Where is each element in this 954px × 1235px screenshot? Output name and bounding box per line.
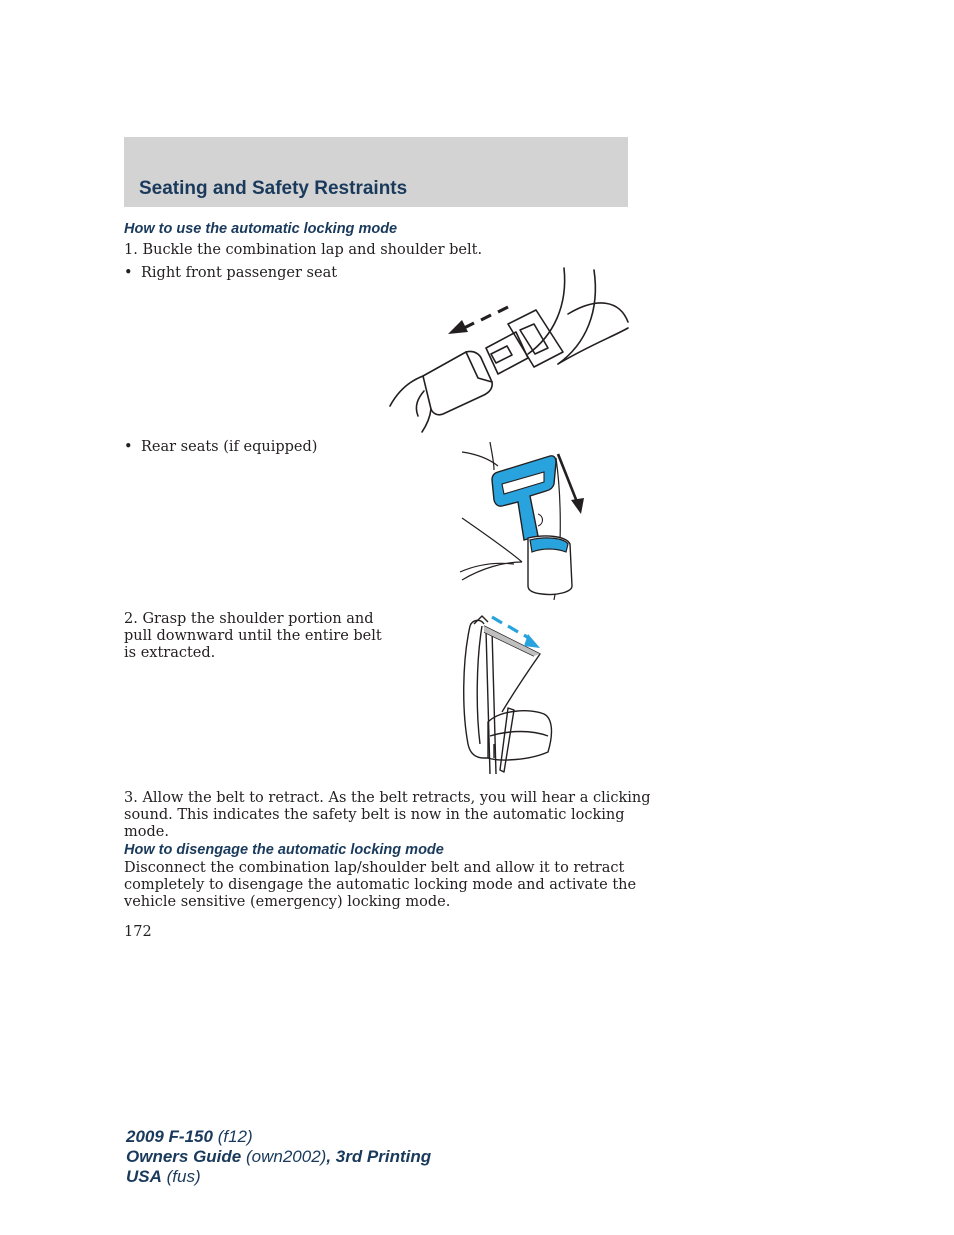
step-1-text: 1. Buckle the combination lap and shoulder belt.: [124, 242, 483, 258]
footer-line-region: [126, 1167, 431, 1187]
heading-use-automatic-locking: How to use the automatic locking mode: [124, 221, 398, 237]
heading-disengage-automatic-locking: How to disengage the automatic locking mode: [124, 842, 444, 858]
disengage-line: completely to disengage the automatic locking mode and activate the: [124, 877, 637, 893]
disengage-text: [124, 860, 636, 911]
page-number: 172: [124, 924, 152, 940]
bullet-icon: •: [124, 439, 133, 455]
bullet-label: Rear seats (if equipped): [141, 439, 318, 455]
bullet-label: Right front passenger seat: [141, 265, 338, 281]
document-footer: [126, 1127, 431, 1187]
footer-guide-code: (own2002): [245, 1147, 327, 1166]
bullet-item-rear: [124, 439, 317, 456]
step-3-line: 3. Allow the belt to retract. As the belt retracts, you will hear a clicking: [124, 790, 651, 806]
footer-region-code: (fus): [166, 1167, 201, 1186]
step-3-text: [124, 790, 651, 841]
footer-guide: Owners Guide: [126, 1147, 242, 1166]
step-2-line: pull downward until the entire belt: [124, 628, 382, 644]
footer-line-model: [126, 1127, 431, 1147]
step-2-text: [124, 611, 382, 662]
step-2-line: is extracted.: [124, 645, 216, 661]
footer-printing: , 3rd Printing: [326, 1147, 432, 1166]
rear-seat-buckle-illustration: [458, 440, 588, 602]
step-3-line: mode.: [124, 824, 169, 840]
seat-belt-extraction-illustration: [460, 612, 560, 780]
footer-model: 2009 F-150: [126, 1127, 213, 1146]
disengage-line: vehicle sensitive (emergency) locking mode.: [124, 894, 451, 910]
footer-region: USA: [126, 1167, 162, 1186]
step-2-line: 2. Grasp the shoulder portion and: [124, 611, 374, 627]
section-header-band: [124, 137, 628, 207]
step-3-line: sound. This indicates the safety belt is now in the automatic locking: [124, 807, 625, 823]
disengage-line: Disconnect the combination lap/shoulder belt and allow it to retract: [124, 860, 625, 876]
footer-line-guide: [126, 1147, 431, 1167]
front-seat-buckle-illustration: [388, 266, 630, 434]
footer-model-code: (f12): [217, 1127, 253, 1146]
bullet-icon: •: [124, 265, 133, 281]
bullet-item-front: [124, 265, 337, 282]
section-title: Seating and Safety Restraints: [139, 178, 408, 199]
